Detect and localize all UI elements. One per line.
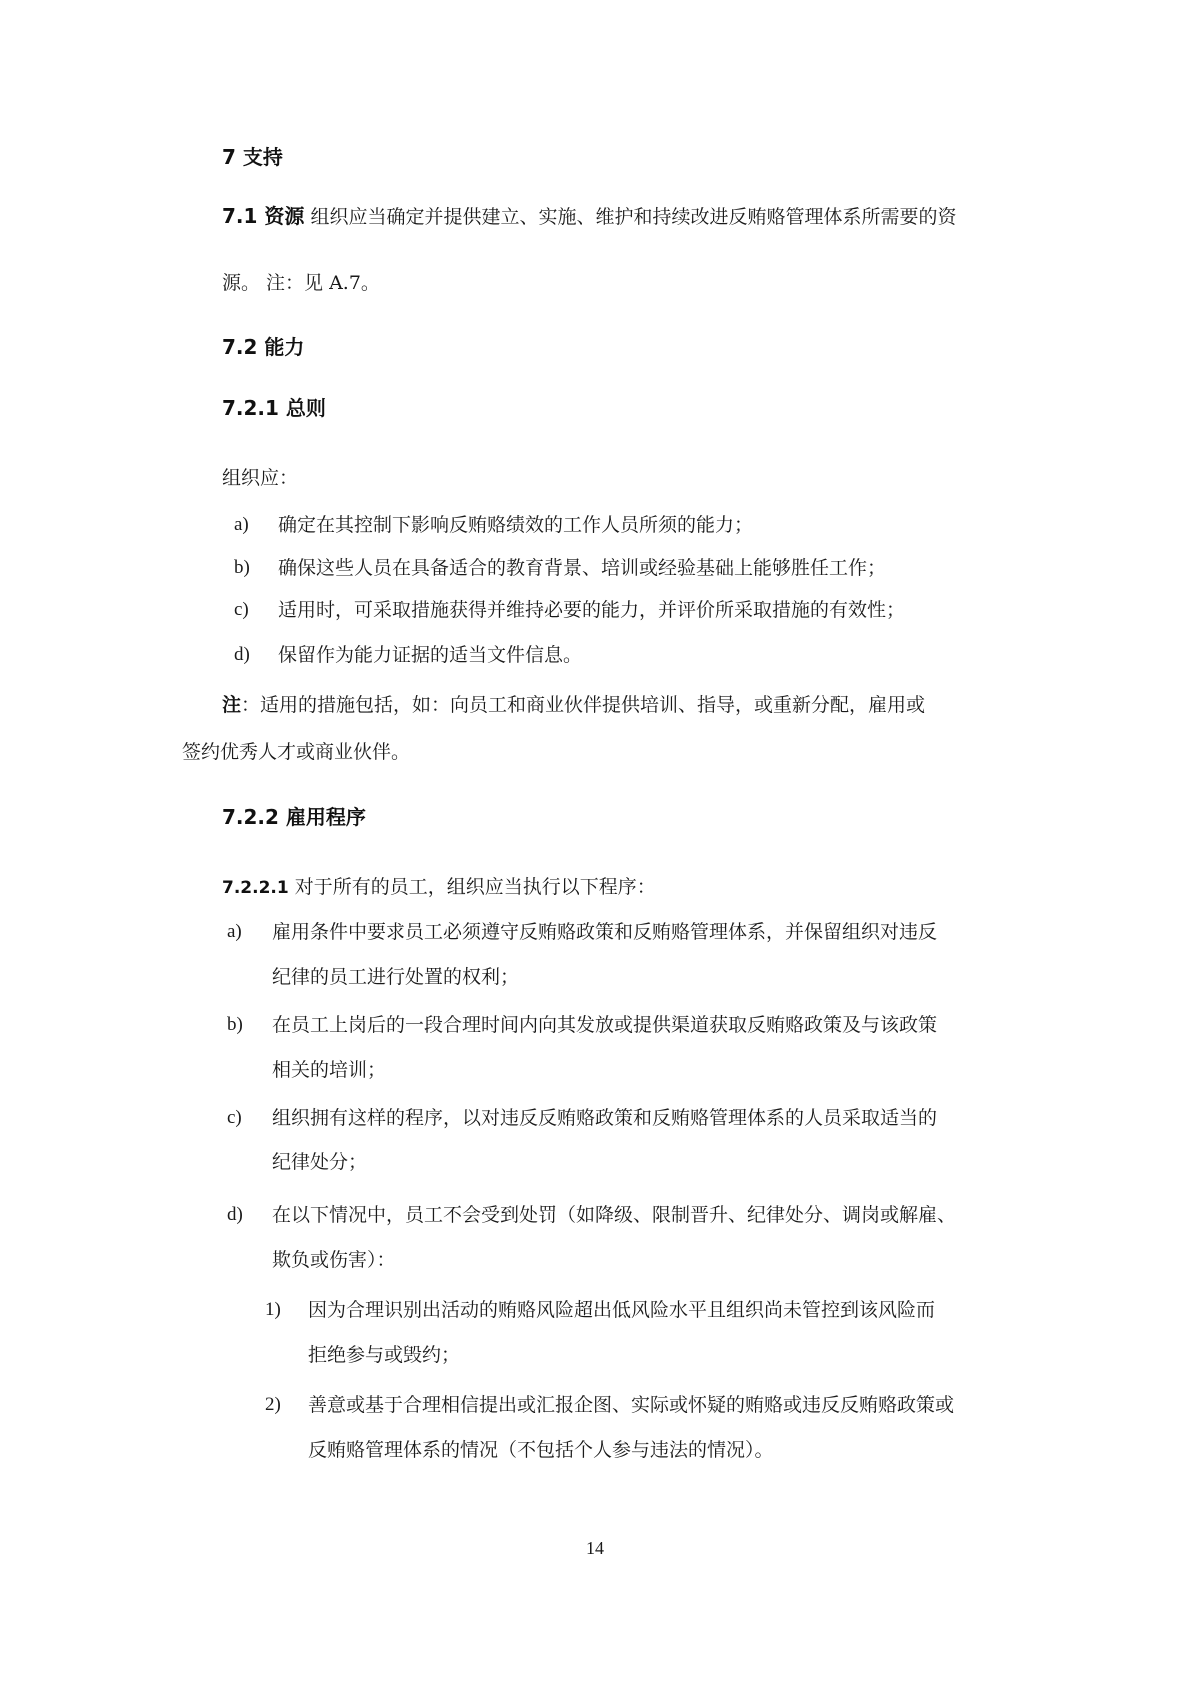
- list-item: 确定在其控制下影响反贿赂绩效的工作人员所须的能力；: [278, 514, 754, 536]
- paragraph-continuation: 源。 注：见 A.7。: [222, 272, 380, 294]
- subsection-text: 对于所有的员工，组织应当执行以下程序：: [294, 876, 656, 898]
- sublist-item-continuation: 反贿赂管理体系的情况（不包括个人参与违法的情况）。: [308, 1439, 774, 1461]
- sublist-label: 2): [265, 1394, 281, 1415]
- list-item: 在以下情况中，员工不会受到处罚（如降级、限制晋升、纪律处分、调岗或解雇、: [272, 1204, 957, 1226]
- page-number: 14: [586, 1538, 604, 1558]
- subsection-7-2-2-1: [222, 875, 656, 900]
- note-text: ：适用的措施包括，如：向员工和商业伙伴提供培训、指导，或重新分配，雇用或: [241, 694, 926, 716]
- note-paragraph: [222, 693, 925, 717]
- sublist-item: 善意或基于合理相信提出或汇报企图、实际或怀疑的贿赂或违反反贿赂政策或: [308, 1394, 955, 1416]
- list-item: 确保这些人员在具备适合的教育背景、培训或经验基础上能够胜任工作；: [278, 557, 887, 579]
- sublist-item-continuation: 拒绝参与或毁约；: [308, 1344, 461, 1366]
- list-item-continuation: 纪律处分；: [272, 1151, 368, 1173]
- list-label: b): [234, 557, 250, 578]
- section-heading-7: 7 支持: [222, 145, 283, 169]
- section-heading-7-2-1: 7.2.1 总则: [222, 396, 326, 420]
- list-item: 在员工上岗后的一段合理时间内向其发放或提供渠道获取反贿赂政策及与该政策: [272, 1014, 938, 1036]
- sublist-item: 因为合理识别出活动的贿赂风险超出低风险水平且组织尚未管控到该风险而: [308, 1299, 936, 1321]
- intro-text: 组织应：: [222, 467, 299, 489]
- section-heading-7-1: 7.1 资源: [222, 204, 305, 228]
- list-item: 适用时，可采取措施获得并维持必要的能力，并评价所采取措施的有效性；: [278, 599, 906, 621]
- note-continuation: 签约优秀人才或商业伙伴。: [182, 741, 411, 763]
- paragraph-text: 组织应当确定并提供建立、实施、维护和持续改进反贿赂管理体系所需要的资: [310, 206, 957, 228]
- list-label: a): [234, 514, 249, 535]
- list-item: 雇用条件中要求员工必须遵守反贿赂政策和反贿赂管理体系，并保留组织对违反: [272, 921, 938, 943]
- section-7-1-paragraph: [222, 204, 956, 229]
- list-label: c): [227, 1107, 242, 1128]
- list-label: d): [227, 1204, 243, 1225]
- list-label: b): [227, 1014, 243, 1035]
- sublist-label: 1): [265, 1299, 281, 1320]
- list-item-continuation: 纪律的员工进行处置的权利；: [272, 966, 520, 988]
- note-label: 注: [222, 694, 242, 716]
- list-item: 组织拥有这样的程序，以对违反反贿赂政策和反贿赂管理体系的人员采取适当的: [272, 1107, 938, 1129]
- list-item-continuation: 欺负或伤害）：: [272, 1249, 396, 1271]
- list-label: c): [234, 599, 249, 620]
- list-item-continuation: 相关的培训；: [272, 1059, 387, 1081]
- list-label: d): [234, 644, 250, 665]
- list-label: a): [227, 921, 242, 942]
- subsection-number: 7.2.2.1: [222, 878, 289, 898]
- section-heading-7-2-2: 7.2.2 雇用程序: [222, 805, 366, 829]
- list-item: 保留作为能力证据的适当文件信息。: [278, 644, 583, 666]
- section-heading-7-2: 7.2 能力: [222, 335, 305, 359]
